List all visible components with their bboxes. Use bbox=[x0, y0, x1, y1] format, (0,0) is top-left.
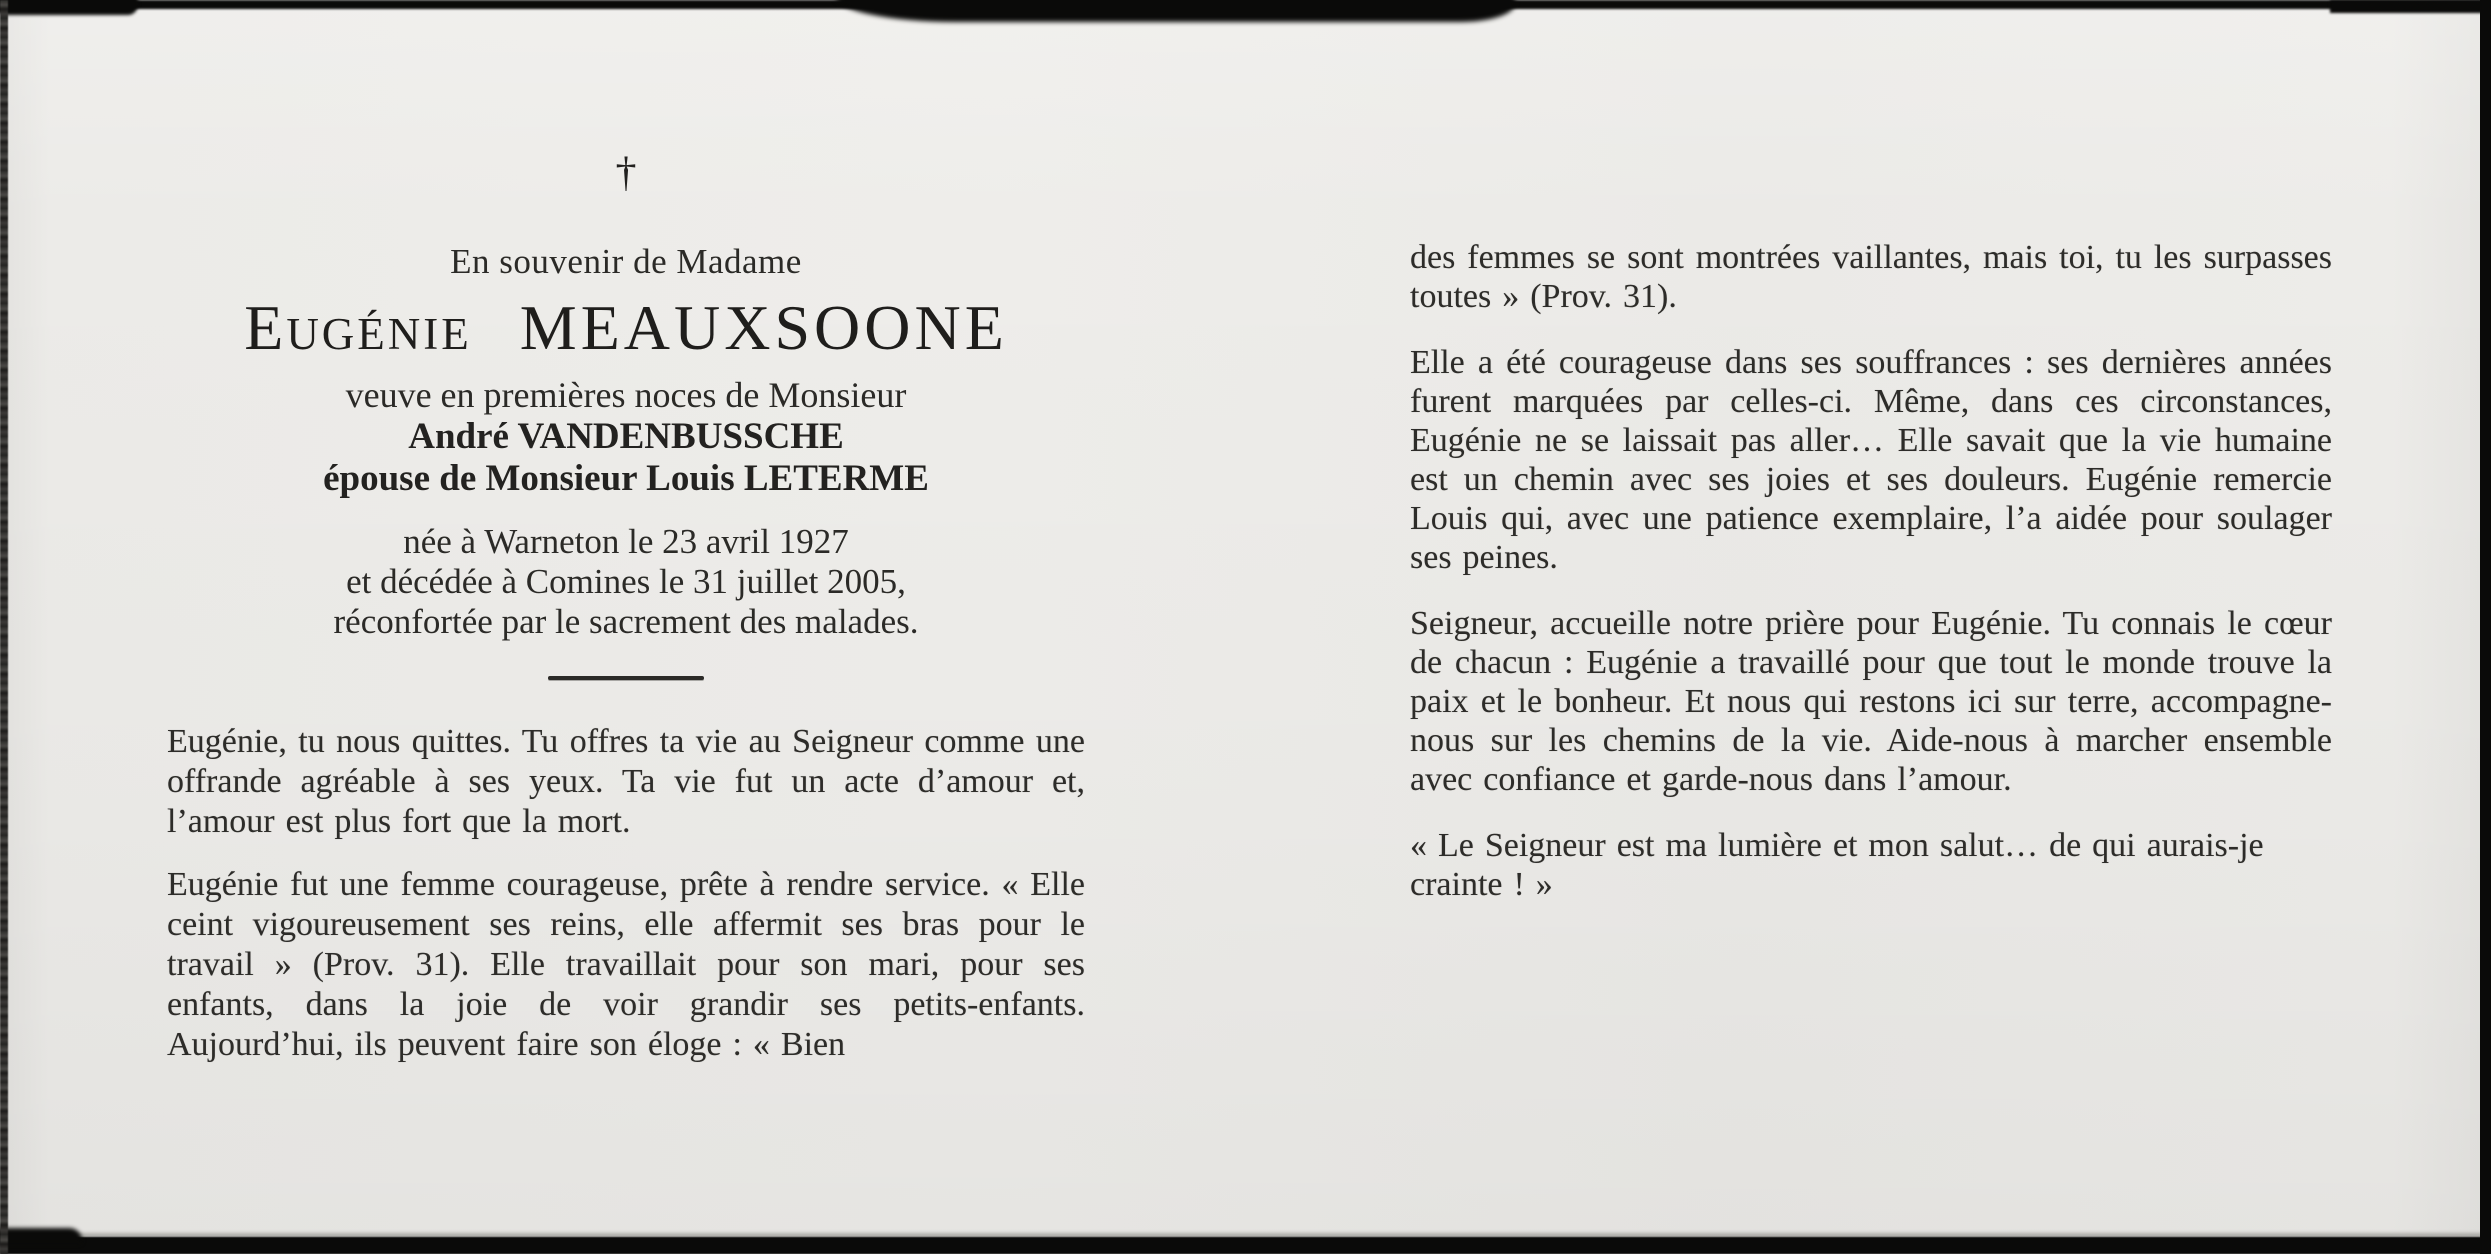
divider-rule bbox=[548, 676, 704, 680]
intro-line: En souvenir de Madame bbox=[450, 242, 802, 281]
deceased-first-name: Eugénie bbox=[244, 292, 472, 363]
death-line: et décédée à Comines le 31 juillet 2005, bbox=[346, 562, 906, 601]
back-paragraph-2: Elle a été courageuse dans ses souffrances : ses dernières années furent marquées par celles-ci. Même, dans ces circonstances, Eugénie ne se laissait pas aller… Elle savait que la vie humaine est un chemin avec ses joies et ses douleurs. Eugénie remercie Louis qui, avec une patience exemplaire, l’a aidée pour soulager ses peines. bbox=[1410, 344, 2332, 576]
back-paragraph-3: Seigneur, accueille notre prière pour Eugénie. Tu connais le cœur de chacun : Eugénie a travaillé pour que tout le monde trouve la paix et le bonheur. Et nous qui restons ici sur terre, accompagne-nous sur les chemins de la vie. Aide-nous à marcher ensemble avec confiance et garde-nous dans l’amour. bbox=[1410, 605, 2332, 798]
scanner-edge-top-left bbox=[0, 0, 138, 15]
front-paragraph-1: Eugénie, tu nous quittes. Tu offres ta vie au Seigneur comme une offrande agréable à ses yeux. Ta vie fut un acte d’amour et, l’amour est plus fort que la mort. bbox=[167, 723, 1085, 840]
sacrament-line: réconfortée par le sacrement des malades. bbox=[333, 602, 919, 641]
scanner-edge-top-right bbox=[2330, 0, 2491, 13]
birth-line: née à Warneton le 23 avril 1927 bbox=[403, 522, 849, 561]
back-paragraph-1: des femmes se sont montrées vaillantes, mais toi, tu les surpasses toutes » (Prov. 31). bbox=[1410, 239, 2332, 315]
widow-line: veuve en premières noces de Monsieur bbox=[345, 375, 907, 415]
second-husband-line: épouse de Monsieur Louis LETERME bbox=[323, 458, 929, 499]
scanner-edge-top-bulge bbox=[835, 0, 1515, 22]
deceased-last-name: MEAUXSOONE bbox=[519, 292, 1008, 363]
front-paragraph-2: Eugénie fut une femme courageuse, prête à rendre service. « Elle ceint vigoureusement ses reins, elle affermit ses bras pour le travail » (Prov. 31). Elle travaillait pour son mari, pour ses enfants, dans la joie de voir grandir ses petits-enfants. Aujourd’hui, ils peuvent faire son éloge : « Bien bbox=[167, 866, 1085, 1063]
life-dates-block bbox=[167, 522, 1085, 642]
card-back-page bbox=[1410, 238, 2332, 904]
scanner-edge-left bbox=[0, 0, 8, 1254]
deceased-name bbox=[167, 292, 1085, 363]
scanner-edge-bottom bbox=[0, 1237, 2491, 1254]
back-paragraph-4: « Le Seigneur est ma lumière et mon salut… de qui aurais-je crainte ! » bbox=[1410, 827, 2264, 903]
scanner-edge-right bbox=[2480, 0, 2491, 1254]
card-front-page bbox=[167, 140, 1085, 1065]
scanner-edge-bottom-left bbox=[0, 1228, 82, 1244]
cross-icon: † bbox=[615, 150, 637, 196]
first-husband-name: André VANDENBUSSCHE bbox=[408, 416, 844, 457]
